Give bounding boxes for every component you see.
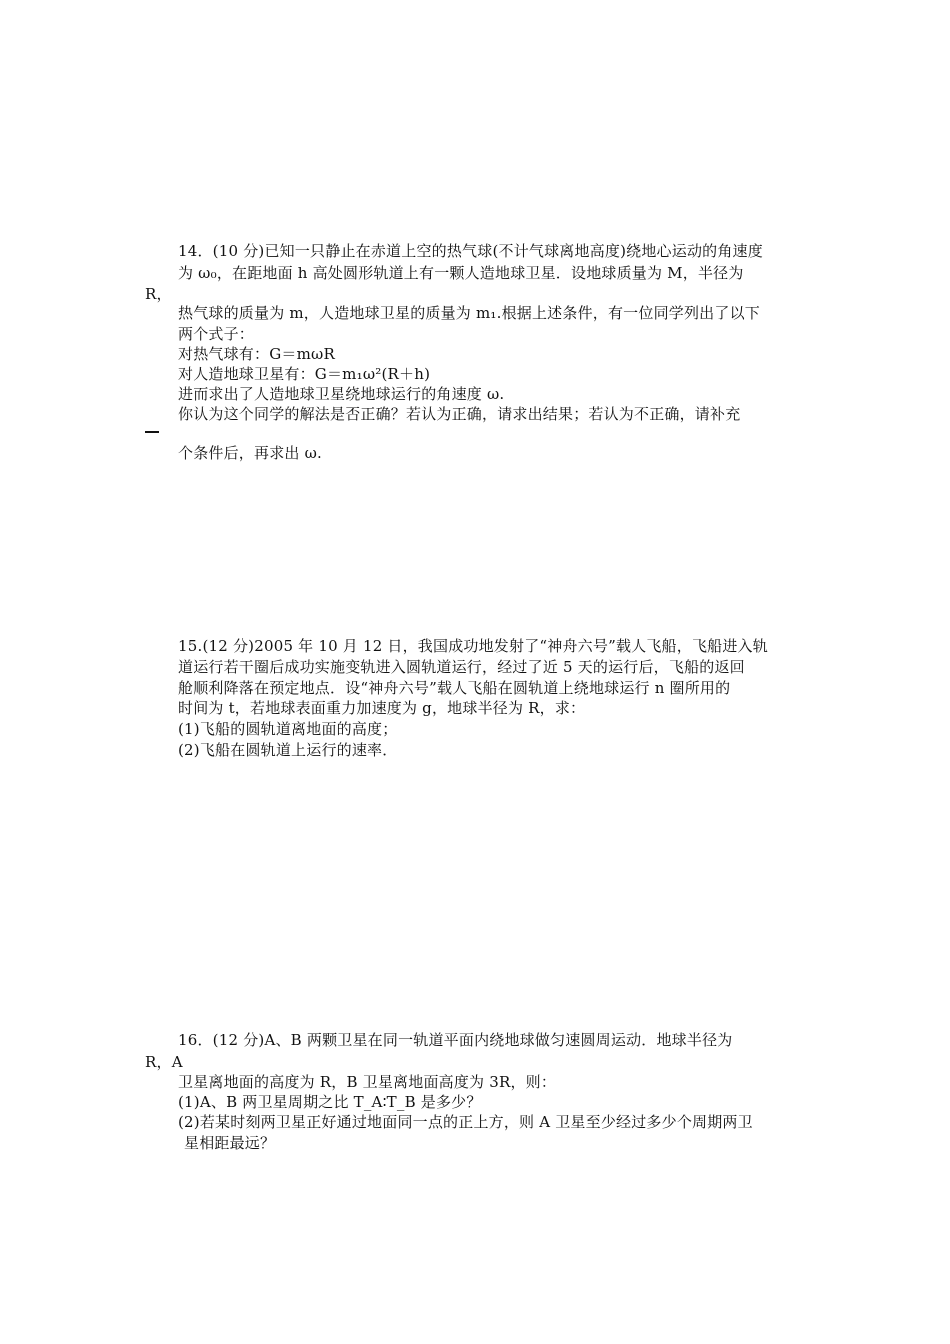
q14-line: 为 ω₀，在距地面 h 高处圆形轨道上有一颗人造地球卫星．设地球质量为 M，半径为 xyxy=(178,264,744,282)
q15-line: 时间为 t，若地球表面重力加速度为 g，地球半径为 R，求： xyxy=(178,699,586,717)
blank-dash xyxy=(145,431,159,433)
q16-line: (1)A、B 两卫星周期之比 T_A∶T_B 是多少？ xyxy=(178,1093,482,1111)
q14-line: 你认为这个同学的解法是否正确？若认为正确，请求出结果；若认为不正确，请补充 xyxy=(178,405,741,423)
q16-line: 星相距最远？ xyxy=(184,1134,276,1152)
q14-line: 热气球的质量为 m，人造地球卫星的质量为 m₁.根据上述条件，有一位同学列出了以下 xyxy=(178,304,760,322)
q14-line: 对热气球有：G＝mωR xyxy=(178,345,335,363)
q15-line: 舱顺利降落在预定地点．设“神舟六号”载人飞船在圆轨道上绕地球运行 n 圈所用的 xyxy=(178,679,731,697)
q16-line: 16．(12 分)A、B 两颗卫星在同一轨道平面内绕地球做匀速圆周运动．地球半径为 xyxy=(178,1031,733,1049)
q14-line: R， xyxy=(145,285,172,303)
q14-line: 个条件后，再求出 ω. xyxy=(178,444,322,462)
q14-line: 对人造地球卫星有：G＝m₁ω²(R＋h) xyxy=(178,365,431,383)
q16-line: 卫星离地面的高度为 R，B 卫星离地面高度为 3R，则： xyxy=(178,1073,557,1091)
q14-line: 两个式子： xyxy=(178,325,255,343)
q15-line: 道运行若干圈后成功实施变轨进入圆轨道运行，经过了近 5 天的运行后，飞船的返回 xyxy=(178,658,745,676)
q16-line: (2)若某时刻两卫星正好通过地面同一点的正上方，则 A 卫星至少经过多少个周期两卫 xyxy=(178,1113,753,1131)
q14-line: 进而求出了人造地球卫星绕地球运行的角速度 ω. xyxy=(178,385,505,403)
q16-line: R，A xyxy=(145,1053,183,1071)
q14-line: 14．(10 分)已知一只静止在赤道上空的热气球(不计气球离地高度)绕地心运动的角速度 xyxy=(178,242,763,260)
q15-line: (2)飞船在圆轨道上运行的速率． xyxy=(178,741,398,759)
q15-line: (1)飞船的圆轨道离地面的高度； xyxy=(178,720,398,738)
q15-line: 15.(12 分)2005 年 10 月 12 日，我国成功地发射了“神舟六号”载人飞船，飞船进入轨 xyxy=(178,637,768,655)
